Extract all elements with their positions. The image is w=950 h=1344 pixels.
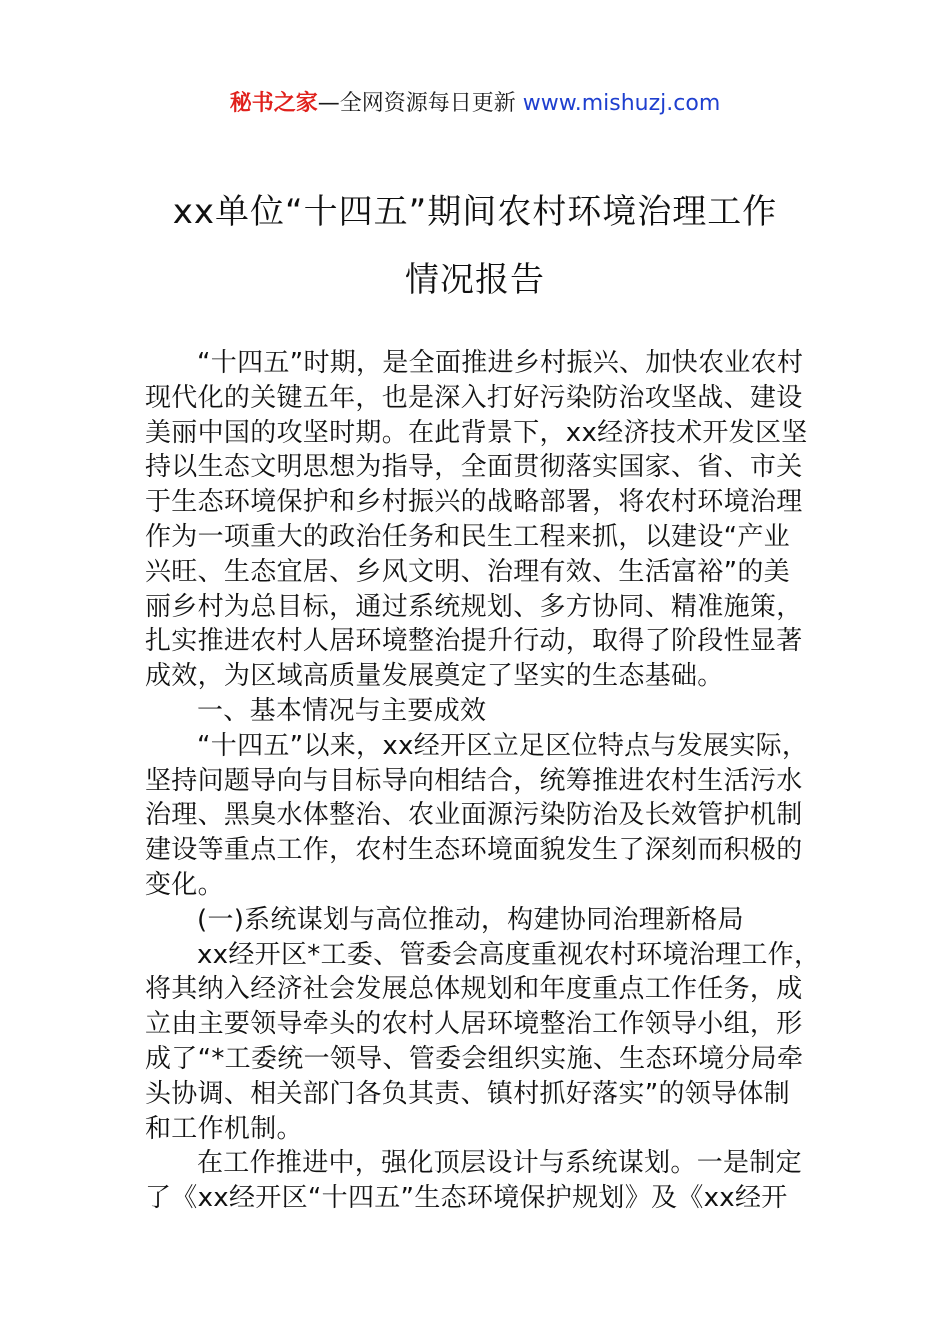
body-line: 建设等重点工作，农村生态环境面貌发生了深刻而积极的: [145, 835, 803, 866]
body-line: 头协调、相关部门各负其责、镇村抓好落实”的领导体制: [145, 1078, 790, 1109]
body-line: 丽乡村为总目标，通过系统规划、多方协同、精准施策，: [145, 591, 803, 622]
body-line: 治理、黑臭水体整治、农业面源污染防治及长效管护机制: [145, 800, 803, 831]
body-line: 变化。: [145, 869, 224, 900]
body-line: 于生态环境保护和乡村振兴的战略部署，将农村环境治理: [145, 487, 803, 518]
body-line: 成了“*工委统一领导、管委会组织实施、生态环境分局牵: [145, 1043, 804, 1074]
document-title-line-2: 情况报告: [405, 260, 545, 300]
body-line: 作为一项重大的政治任务和民生工程来抓，以建设“产业: [145, 521, 790, 552]
body-line: 成效，为区域高质量发展奠定了坚实的生态基础。: [145, 661, 724, 692]
body-line: 扎实推进农村人居环境整治提升行动，取得了阶段性显著: [145, 626, 803, 657]
header-tagline: 全网资源每日更新: [339, 91, 523, 116]
body-line: 在工作推进中，强化顶层设计与系统谋划。一是制定: [197, 1148, 802, 1179]
subsection-heading: (一)系统谋划与高位推动，构建协同治理新格局: [197, 904, 744, 935]
body-line: 持以生态文明思想为指导，全面贯彻落实国家、省、市关: [145, 452, 803, 483]
body-line: xx经开区*工委、管委会高度重视农村环境治理工作，: [197, 939, 821, 970]
site-header-banner: [0, 88, 950, 120]
section-heading: 一、基本情况与主要成效: [197, 695, 487, 726]
document-body: [145, 346, 821, 1216]
header-separator: —: [317, 91, 340, 116]
body-line: 了《xx经开区“十四五”生态环境保护规划》及《xx经开: [145, 1183, 788, 1214]
body-line: 美丽中国的攻坚时期。在此背景下，xx经济技术开发区坚: [145, 417, 808, 448]
body-line: “十四五”以来，xx经开区立足区位特点与发展实际，: [197, 730, 809, 761]
body-line: “十四五”时期，是全面推进乡村振兴、加快农业农村: [197, 348, 804, 378]
document-title-line-1: xx单位“十四五”期间农村环境治理工作: [172, 192, 778, 232]
body-line: 和工作机制。: [145, 1113, 303, 1144]
body-line: 坚持问题导向与目标导向相结合，统筹推进农村生活污水: [145, 765, 803, 796]
site-url-link[interactable]: www.mishuzj.com: [522, 91, 721, 116]
body-line: 兴旺、生态宜居、乡风文明、治理有效、生活富裕”的美: [145, 556, 790, 587]
body-line: 现代化的关键五年，也是深入打好污染防治攻坚战、建设: [145, 382, 803, 413]
body-line: 立由主要领导牵头的农村人居环境整治工作领导小组，形: [145, 1009, 803, 1040]
body-line: 将其纳入经济社会发展总体规划和年度重点工作任务，成: [145, 974, 803, 1005]
brand-name: 秘书之家: [229, 91, 318, 116]
